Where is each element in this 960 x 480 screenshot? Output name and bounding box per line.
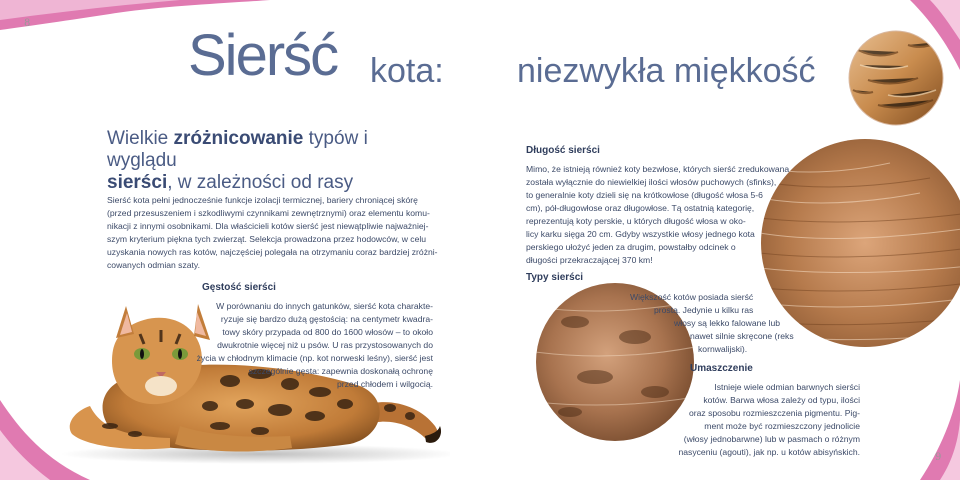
text-line: towy skóry przypada od 800 do 1600 włosów – to około	[222, 327, 433, 337]
text-line: prostą. Jedynie u kilku ras	[654, 305, 754, 315]
text-line: włosy są lekko falowane lub	[674, 318, 781, 328]
text-line: Mimo, że istnieją również koty bezwłose, których sierść zredukowana	[526, 164, 790, 174]
text-line: Większość kotów posiada sierść	[630, 292, 754, 302]
density-heading: Gęstość sierści	[202, 282, 276, 293]
text-line: Istnieje wiele odmian barwnych sierści	[714, 382, 860, 392]
text-line: długości przekraczającej 370 km!	[526, 255, 653, 265]
pink-corner-bottom-right	[900, 380, 960, 480]
text-line: szym kryterium piękna tych zwierząt. Selekcja prowadzona przez hodowców, w celu	[107, 234, 427, 244]
types-heading: Typy sierści	[526, 272, 584, 283]
intro-heading: Wielkie zróżnicowanie typów i wyglądu sierści, w zależności od rasy	[107, 128, 368, 193]
text-line: szczególnie gęsta: zapewnia doskonałą ochronę	[248, 366, 433, 376]
text-line: nawet silnie skręcone (reks	[690, 331, 794, 341]
page-title-suffix: kota:	[370, 52, 444, 90]
page-title: Sierść	[188, 23, 338, 88]
types-paragraph	[620, 291, 800, 356]
text-line: kotów. Barwa włosa zależy od typu, ilości	[703, 395, 860, 405]
fur-photo-top	[848, 30, 944, 126]
text-line: dwukrotnie więcej niż u psów. U ras przystosowanych do	[217, 340, 433, 350]
text-line: to generalnie koty dzieli się na krótkowłose (długość włosa 5-6	[526, 190, 763, 200]
text-line: cowanych odmian szaty.	[107, 260, 200, 270]
density-paragraph	[180, 300, 433, 391]
text-line: oraz sposobu rozmieszczenia pigmentu. Pig-	[688, 408, 860, 418]
text-line: kornwalijski).	[698, 344, 748, 354]
text-line: ment może być rozmieszczony jednolicie	[704, 421, 860, 431]
page-title-right: niezwykła miękkość	[517, 52, 816, 90]
text-line: cm), pół-długowłose oraz długowłose. Tą ostatnią kategorię,	[526, 203, 755, 213]
text-line: licy karku sięga 20 cm. Gdyby wszystkie włosy jednego kota	[526, 229, 755, 239]
text-line: perskiego ułożyć jeden za drugim, powstałby odcinek o	[526, 242, 736, 252]
length-heading: Długość sierści	[526, 145, 600, 156]
text-line: przed chłodem i wilgocią.	[336, 379, 433, 389]
text-line: ryzuje się bardzo dużą gęstością: na centymetr kwadra-	[220, 314, 433, 324]
text-line: W porównaniu do innych gatunków, sierść kota charakte-	[216, 301, 433, 311]
length-paragraph	[526, 163, 816, 267]
text-line: życia w chłodnym klimacie (np. kot norweski leśny), sierść jest	[196, 353, 433, 363]
coloring-paragraph	[660, 381, 860, 459]
text-line: Sierść kota pełni jednocześnie funkcje izolacji termicznej, bariery chroniącej skórę	[107, 195, 418, 205]
text-line: nasyceniu (agouti), jak np. u kotów abisyńskich.	[678, 447, 860, 457]
text-line: (przed przesuszeniem i szkodliwymi czynnikami zewnętrznymi) oraz elementu komu-	[107, 208, 430, 218]
text-line: została wyłącznie do niewielkiej ilości włosów puchowych (sfinks),	[526, 177, 777, 187]
page-number-right: 9	[935, 452, 942, 463]
text-line: reprezentują koty perskie, u których długość włosa w oko-	[526, 216, 746, 226]
coloring-heading: Umaszczenie	[690, 363, 753, 374]
page-number-left: 8	[24, 18, 31, 29]
text-line: (włosy jednobarwne) lub w pasmach o różnym	[683, 434, 860, 444]
text-line: nikacji z innymi osobnikami. Dla właścicieli kotów sierść jest niewątpliwie najważniej-	[107, 221, 429, 231]
text-line: uzyskania nowych ras kotów, najczęściej polegała na otrzymaniu coraz bardziej zróżni-	[107, 247, 438, 257]
intro-paragraph	[107, 194, 443, 272]
